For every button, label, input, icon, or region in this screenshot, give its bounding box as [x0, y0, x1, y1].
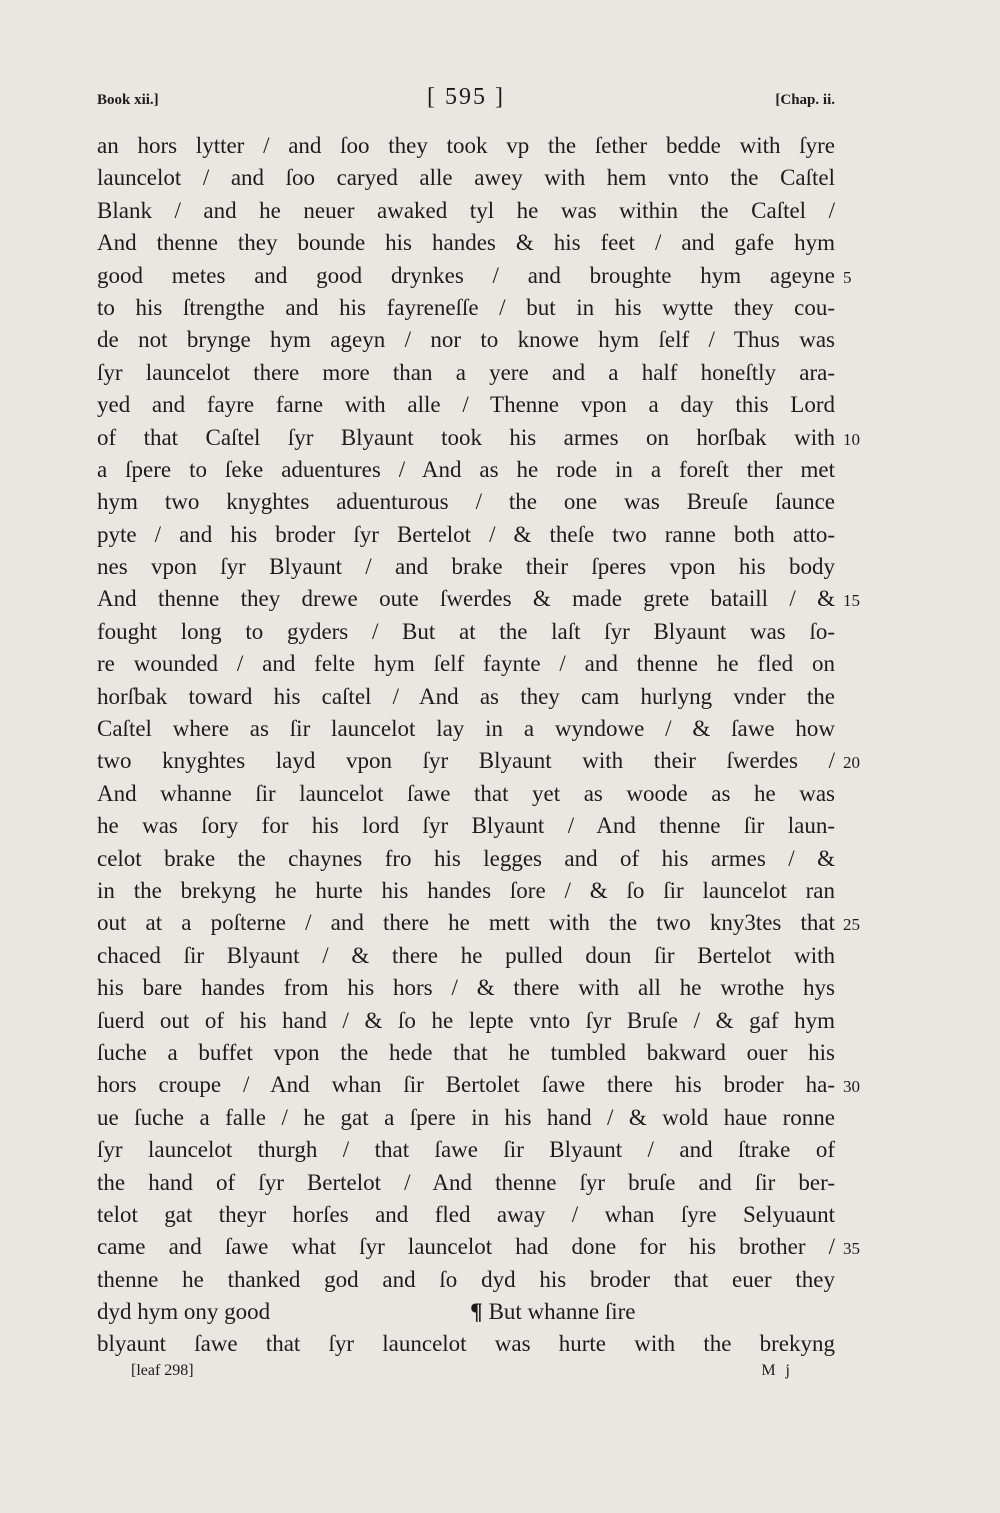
line-text: good metes and good drynkes / and broughte hym ageyne — [97, 262, 835, 288]
line-text: And whanne ſir launcelot ſawe that yet as woode as he was — [97, 780, 835, 806]
text-line — [97, 551, 835, 583]
text-line — [97, 292, 835, 324]
text-line — [97, 1005, 835, 1037]
text-line — [97, 260, 852, 292]
line-text: blyaunt ſawe that ſyr launcelot was hurte with the brekyng — [97, 1331, 835, 1357]
line-text: celot brake the chaynes fro his legges and of his armes / & — [97, 845, 835, 871]
line-text: ſyr launcelot thurgh / that ſawe ſir Blyaunt / and ſtrake of — [97, 1137, 835, 1163]
line-number: 20 — [843, 753, 860, 773]
text-line — [97, 648, 835, 680]
paragraph-mark-icon: ¶ — [470, 1299, 483, 1325]
line-text: re wounded / and felte hym ſelf faynte / and thenne he fled on — [97, 651, 835, 677]
line-text: Caſtel where as ſir launcelot lay in a wyndowe / & ſawe how — [97, 716, 835, 742]
text-line — [97, 486, 835, 518]
chapter-label: [Chap. ii. — [775, 92, 835, 108]
body-text — [97, 130, 860, 1361]
text-line — [97, 389, 835, 421]
line-text: And thenne they drewe oute ſwerdes & made grete bataill / & — [97, 586, 835, 612]
line-text: horſbak toward his caſtel / And as they cam hurlyng vnder the — [97, 683, 835, 709]
line-text: thenne he thanked god and ſo dyd his broder that euer they — [97, 1266, 835, 1292]
text-line — [97, 940, 835, 972]
text-line — [97, 875, 835, 907]
text-line — [97, 324, 835, 356]
text-line — [97, 616, 835, 648]
line-text: yed and fayre farne with alle / Thenne vpon a day this Lord — [97, 392, 835, 418]
text-line — [97, 583, 860, 615]
line-text: ſyr launcelot there more than a yere and a half honeſtly ara- — [97, 359, 835, 385]
line-number: 30 — [843, 1077, 860, 1097]
line-text: the hand of ſyr Bertelot / And thenne ſyr bruſe and ſir ber- — [97, 1169, 835, 1195]
page-number: [ 595 ] — [427, 84, 505, 110]
line-number: 10 — [843, 429, 860, 449]
text-line — [97, 810, 835, 842]
line-text: nes vpon ſyr Blyaunt / and brake their ſperes vpon his body — [97, 554, 835, 580]
signature-mark: M j — [761, 1362, 793, 1379]
text-line — [97, 1134, 835, 1166]
text-line — [97, 422, 860, 454]
line-text: And thenne they bounde his handes & his feet / and gafe hym — [97, 230, 835, 256]
text-line — [97, 1102, 835, 1134]
book-label: Book xii.] — [97, 92, 159, 108]
text-line — [97, 1328, 835, 1360]
text-line — [97, 972, 835, 1004]
text-line — [97, 1231, 860, 1263]
line-text-before: dyd hym ony good — [97, 1299, 271, 1325]
text-line — [97, 1264, 835, 1296]
line-text: two knyghtes layd vpon ſyr Blyaunt with their ſwerdes / — [97, 748, 835, 774]
line-text: he was ſory for his lord ſyr Blyaunt / And thenne ſir laun- — [97, 813, 835, 839]
text-line — [97, 130, 835, 162]
line-number: 15 — [843, 591, 860, 611]
text-line — [97, 713, 835, 745]
text-line — [97, 843, 835, 875]
line-text: a ſpere to ſeke aduentures / And as he rode in a foreſt ther met — [97, 456, 835, 482]
line-text: telot gat theyr horſes and fled away / whan ſyre Selyuaunt — [97, 1201, 835, 1227]
paragraph-break-line — [97, 1296, 835, 1328]
line-text: his bare handes from his hors / & there with all he wrothe hys — [97, 975, 835, 1001]
text-line — [97, 681, 835, 713]
text-line — [97, 778, 835, 810]
line-text: Blank / and he neuer awaked tyl he was within the Caſtel / — [97, 197, 835, 223]
line-text: ue ſuche a falle / he gat a ſpere in his hand / & wold haue ronne — [97, 1104, 835, 1130]
line-text: ſuerd out of his hand / & ſo he lepte vnto ſyr Bruſe / & gaf hym — [97, 1007, 835, 1033]
line-text: out at a poſterne / and there he mett with the two kny3tes that — [97, 910, 835, 936]
line-text — [97, 1296, 835, 1328]
text-line — [97, 227, 835, 259]
text-line — [97, 357, 835, 389]
line-text: fought long to gyders / But at the laſt ſyr Blyaunt was ſo- — [97, 618, 835, 644]
line-text: pyte / and his broder ſyr Bertelot / & theſe two ranne both atto- — [97, 521, 835, 547]
line-text: came and ſawe what ſyr launcelot had done for his brother / — [97, 1234, 835, 1260]
line-text: de not brynge hym ageyn / nor to knowe hym ſelf / Thus was — [97, 327, 835, 353]
line-text: in the brekyng he hurte his handes ſore / & ſo ſir launcelot ran — [97, 877, 835, 903]
text-line — [97, 195, 835, 227]
text-line — [97, 454, 835, 486]
page-header — [97, 86, 835, 116]
line-number: 25 — [843, 915, 860, 935]
line-text: launcelot / and ſoo caryed alle awey with hem vnto the Caſtel — [97, 165, 835, 191]
line-number: 35 — [843, 1239, 860, 1259]
line-text: ſuche a buffet vpon the hede that he tumbled bakward ouer his — [97, 1039, 835, 1065]
text-line — [97, 1199, 835, 1231]
line-text: hors croupe / And whan ſir Bertolet ſawe there his broder ha- — [97, 1072, 835, 1098]
text-line — [97, 1037, 835, 1069]
text-line — [97, 1167, 835, 1199]
text-line — [97, 907, 860, 939]
line-text: to his ſtrengthe and his fayreneſſe / but in his wytte they cou- — [97, 294, 835, 320]
line-text: of that Caſtel ſyr Blyaunt took his armes on horſbak with — [97, 424, 835, 450]
line-text-after: But whanne ſire — [488, 1299, 636, 1325]
text-line — [97, 519, 835, 551]
line-text: chaced ſir Blyaunt / & there he pulled doun ſir Bertelot with — [97, 942, 835, 968]
line-text: hym two knyghtes aduenturous / the one was Breuſe ſaunce — [97, 489, 835, 515]
leaf-number: [leaf 298] — [131, 1362, 194, 1379]
line-number: 5 — [843, 267, 852, 287]
text-line — [97, 1069, 860, 1101]
line-text: an hors lytter / and ſoo they took vp the ſether bedde with ſyre — [97, 133, 835, 158]
page-footer — [131, 1362, 793, 1388]
text-line — [97, 745, 860, 777]
text-line — [97, 162, 835, 194]
